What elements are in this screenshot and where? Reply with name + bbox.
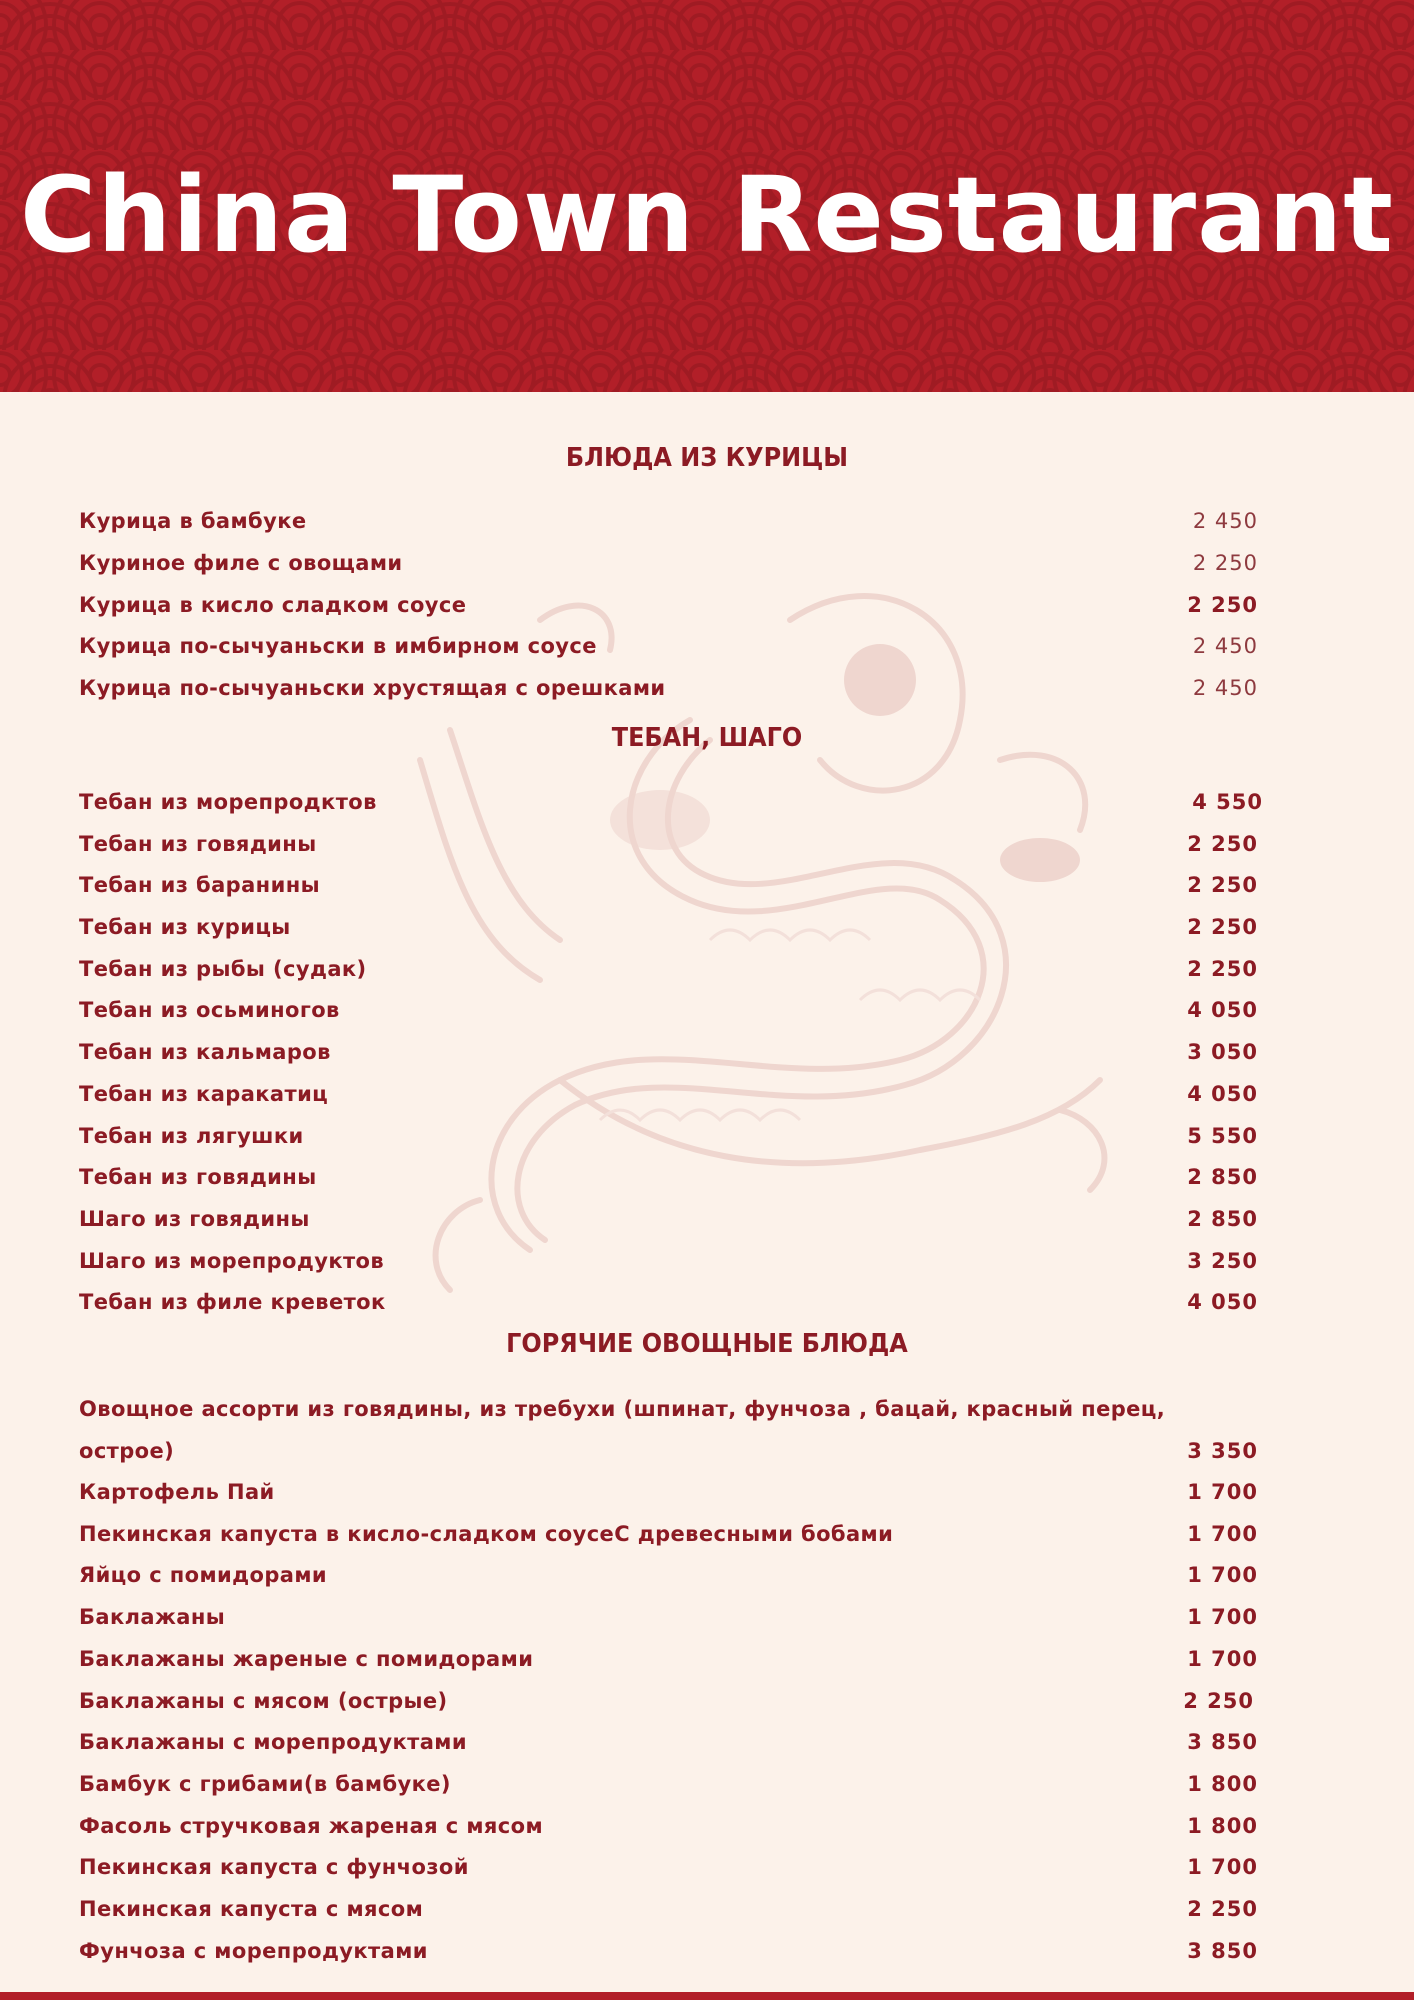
menu-item-name: Курица в бамбуке [79,509,307,533]
menu-item-name: Баклажаны жареные с помидорами [79,1647,534,1671]
menu-item-name: Овощное ассорти из говядины, из требухи (шпинат, фунчоза , бацай, красный перец, [79,1397,1166,1421]
menu-item-price: 2 850 [1187,1165,1258,1189]
menu-item-name: Фунчоза с морепродуктами [79,1939,428,1963]
menu-item-name: Картофель Пай [79,1480,275,1504]
menu-item-name: Тебан из баранины [79,873,321,897]
menu-item-name: Баклажаны [79,1605,226,1629]
menu-item-name: Тебан из каракатиц [79,1082,329,1106]
menu-item-price: 4 050 [1187,998,1258,1022]
restaurant-title: China Town Restaurant [19,154,1394,276]
footer-divider [0,1992,1414,2000]
menu-item-price: 1 700 [1187,1605,1258,1629]
menu-item-name: Шаго из говядины [79,1207,310,1231]
menu-item-name: Пекинская капуста с фунчозой [79,1855,469,1879]
menu-item-name: Курица по-сычуаньски хрустящая с орешками [79,676,666,700]
menu-item-price: 2 250 [1187,873,1258,897]
menu-item-price: 1 700 [1187,1647,1258,1671]
menu-item-name: Фасоль стручковая жареная с мясом [79,1814,544,1838]
menu-item-name: Шаго из морепродуктов [79,1249,385,1273]
menu-item-price: 2 450 [1192,676,1258,700]
menu-item-name: Тебан из осьминогов [79,998,340,1022]
menu-item-name: Куриное филе с овощами [79,551,403,575]
menu-item-name: Тебан из говядины [79,832,317,856]
menu-item-price: 1 800 [1187,1772,1258,1796]
menu-item-price: 4 050 [1187,1082,1258,1106]
menu-item-price: 5 550 [1187,1124,1258,1148]
menu-item-price: 1 700 [1187,1563,1258,1587]
menu-item-price: 3 250 [1187,1249,1258,1273]
menu-item-name: Яйцо с помидорами [79,1563,328,1587]
menu-item-name: Курица по-сычуаньски в имбирном соусе [79,634,597,658]
menu-item-name: Тебан из курицы [79,915,291,939]
menu-item-price: 1 800 [1187,1814,1258,1838]
menu-item-price: 2 250 [1187,957,1258,981]
menu-item-name: Тебан из морепродктов [79,790,377,814]
menu-item-name: Пекинская капуста с мясом [79,1897,424,1921]
menu-item-price: 2 250 [1187,832,1258,856]
menu-item-price: 2 250 [1187,593,1258,617]
menu-item-name: Тебан из филе креветок [79,1290,386,1314]
menu-item-price: 1 700 [1187,1522,1258,1546]
menu-item-price: 2 450 [1192,509,1258,533]
section-title-hot-vegetables: ГОРЯЧИЕ ОВОЩНЫЕ БЛЮДА [506,1329,908,1359]
menu-item-price: 2 250 [1192,551,1258,575]
menu-item-price: 2 450 [1192,634,1258,658]
menu-item-name: Пекинская капуста в кисло-сладком соусеС древесными бобами [79,1522,894,1546]
menu-item-name: Тебан из рыбы (судак) [79,957,367,981]
menu-item-price: 3 050 [1187,1040,1258,1064]
header-banner [0,0,1414,392]
menu-item-price: 3 850 [1187,1939,1258,1963]
section-title-teban-shago: ТЕБАН, ШАГО [611,723,803,753]
menu-item-name: Тебан из говядины [79,1165,317,1189]
menu-item-price: 2 250 [1187,915,1258,939]
menu-item-name: острое) [79,1439,175,1463]
menu-item-price: 4 550 [1192,790,1263,814]
menu-item-name: Тебан из кальмаров [79,1040,331,1064]
menu-item-price: 1 700 [1187,1855,1258,1879]
menu-item-price: 4 050 [1187,1290,1258,1314]
menu-item-price: 2 250 [1187,1897,1258,1921]
menu-item-name: Баклажаны с морепродуктами [79,1730,467,1754]
menu-item-price: 3 350 [1187,1439,1258,1463]
section-title-chicken: БЛЮДА ИЗ КУРИЦЫ [565,443,849,473]
menu-item-price: 3 850 [1187,1730,1258,1754]
menu-item-price: 2 850 [1187,1207,1258,1231]
menu-item-name: Тебан из лягушки [79,1124,304,1148]
menu-item-name: Бамбук с грибами(в бамбуке) [79,1772,451,1796]
menu-item-price: 1 700 [1187,1480,1258,1504]
menu-body [0,392,1414,2000]
menu-item-price: 2 250 [1183,1689,1254,1713]
menu-item-name: Баклажаны с мясом (острые) [79,1689,448,1713]
menu-item-name: Курица в кисло сладком соусе [79,593,467,617]
